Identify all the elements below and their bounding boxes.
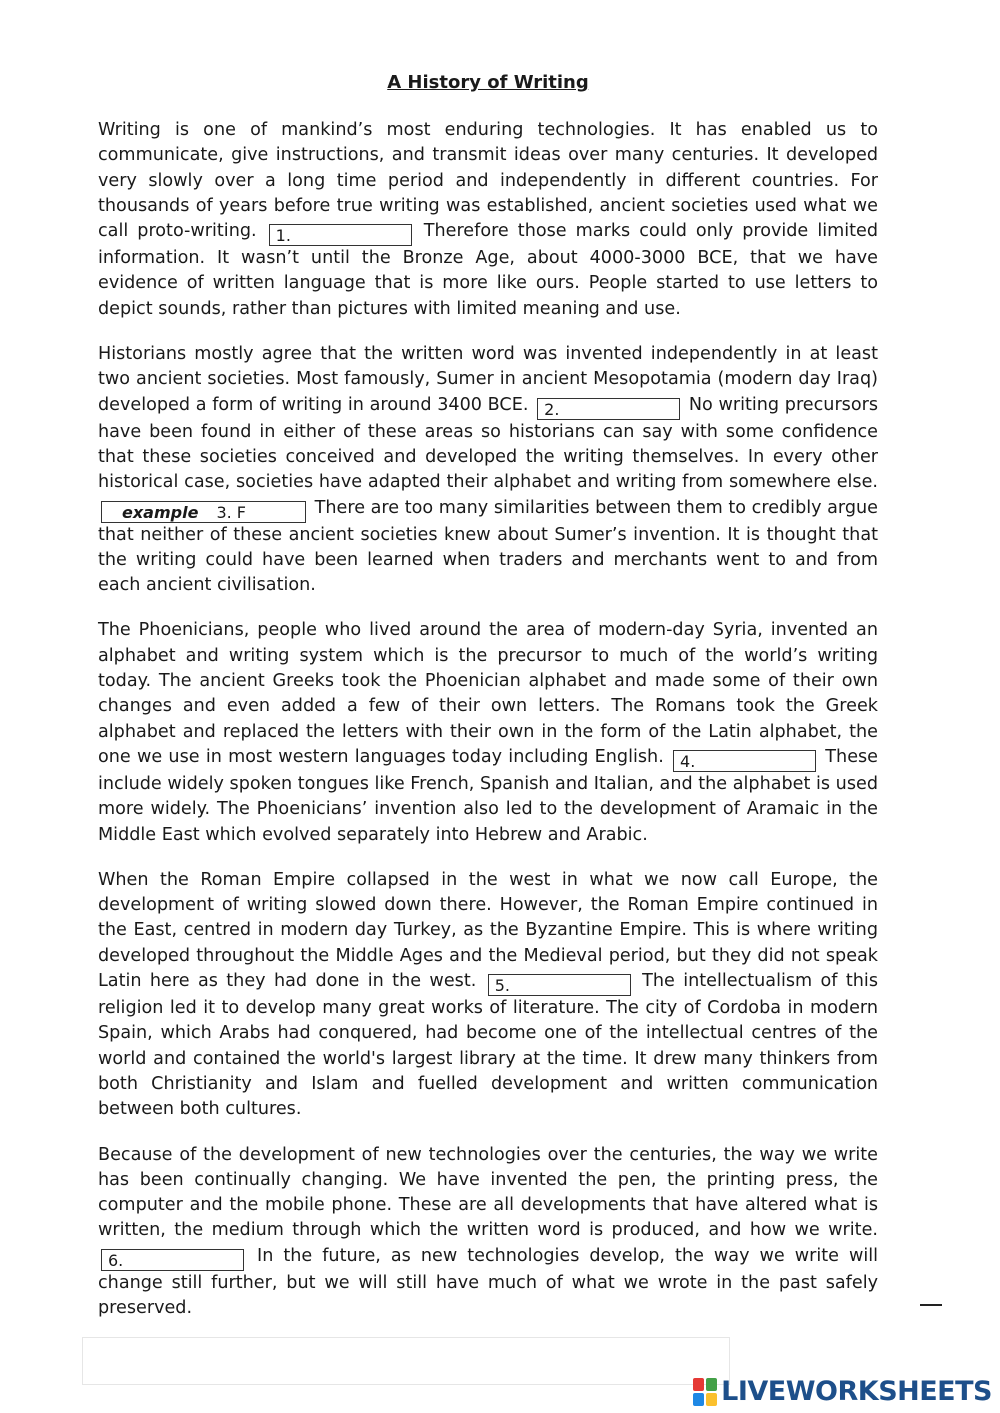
paragraph-text: The Phoenicians, people who lived around the area of modern-day Syria, invented an alphabet and writing system which is the precursor to much of the world’s writing today. The ancient Greeks took the Phoenician alphabet and made some of their own changes and even added a few of their own letters. The Romans took the Greek alphabet and replaced the letters with their own in the form of the Latin alphabet, the one we use in most western languages today including English.: [98, 620, 878, 767]
worksheet-page: [98, 70, 878, 1341]
example-answer: 3. F: [216, 502, 246, 522]
drag-handle[interactable]: [920, 1304, 942, 1306]
paragraph-1: [98, 118, 878, 322]
logo-square-yellow: [706, 1393, 717, 1406]
example-label: example: [122, 502, 199, 522]
paragraph-text: There are too many similarities between them to credibly argue that neither of these ancient societies knew about Sumer’s invention. It is thought that the writing could have been learned when traders and merchants went to and from each ancient civilisation.: [98, 497, 878, 596]
paragraph-text: When the Roman Empire collapsed in the west in what we now call Europe, the development of writing slowed down there. However, the Roman Empire continued in the East, centred in modern day Turkey, as the Byzantine Empire. This is where writing developed throughout the Middle Ages and the Medieval period, but they did not speak Latin here as they had done in the west.: [98, 869, 878, 992]
answer-gap-5[interactable]: 5.: [488, 974, 631, 996]
logo-square-blue: [693, 1393, 704, 1406]
answer-area-placeholder: [82, 1337, 730, 1385]
paragraph-text: In the future, as new technologies develop, the way we write will change still further, but we will still have much of what we wrote in the past safely preserved.: [98, 1245, 878, 1318]
logo-square-red: [693, 1378, 704, 1391]
paragraph-4: [98, 868, 878, 1123]
brand-name: LIVEWORKSHEETS: [721, 1376, 992, 1407]
paragraph-text: Writing is one of mankind’s most enduring technologies. It has enabled us to communicate, give instructions, and transmit ideas over many centuries. It developed very slowly over a long time period and independently in different countries. For thousands of years before true writing was established, ancient societies used what we call proto-writing.: [98, 120, 878, 242]
paragraph-text: These include widely spoken tongues like French, Spanish and Italian, and the alphabet is used more widely. The Phoenicians’ invention also led to the development of Aramaic in the Middle East which evolved separately into Hebrew and Arabic.: [98, 746, 879, 845]
paragraph-text: Historians mostly agree that the written word was invented independently in at least two ancient societies. Most famously, Sumer in ancient Mesopotamia (modern day Iraq) developed a form of writing in around 3400 BCE.: [98, 344, 878, 415]
answer-gap-6[interactable]: 6.: [101, 1249, 244, 1271]
answer-gap-1[interactable]: 1.: [269, 224, 412, 246]
paragraph-text: Therefore those marks could only provide limited information. It wasn’t until the Bronze Age, about 4000-3000 BCE, that we have evidence of written language that is more like ours. People started to use letters to depict sounds, rather than pictures with limited meaning and use.: [98, 221, 879, 319]
liveworksheets-logo-icon: [693, 1378, 717, 1406]
answer-gap-2[interactable]: 2.: [537, 398, 680, 420]
paragraph-text: Because of the development of new technologies over the centuries, the way we write has been continually changing. We have invented the pen, the printing press, the computer and the mobile phone. These are all developments that have altered what is written, the medium through which the written word is produced, and how we write.: [98, 1144, 878, 1241]
paragraph-3: [98, 618, 878, 847]
paragraph-5: [98, 1143, 878, 1322]
paragraph-2: [98, 342, 878, 598]
paragraph-text: No writing precursors have been found in either of these areas so historians can say with some confidence that these societies conceived and developed the writing themselves. In every other historical case, societies have adapted their alphabet and writing from somewhere else.: [98, 394, 879, 493]
paragraph-text: The intellectualism of this religion led it to develop many great works of literature. The city of Cordoba in modern Spain, which Arabs had conquered, had become one of the intellectual centres of the world and contained the world's largest library at the time. It drew many thinkers from both Christianity and Islam and fuelled development and written communication between both cultures.: [98, 971, 878, 1120]
answer-gap-4[interactable]: 4.: [673, 750, 816, 772]
logo-square-green: [706, 1378, 717, 1391]
brand-footer: [693, 1376, 992, 1407]
answer-gap-3-example: [101, 501, 306, 523]
page-title: A History of Writing: [387, 72, 589, 93]
